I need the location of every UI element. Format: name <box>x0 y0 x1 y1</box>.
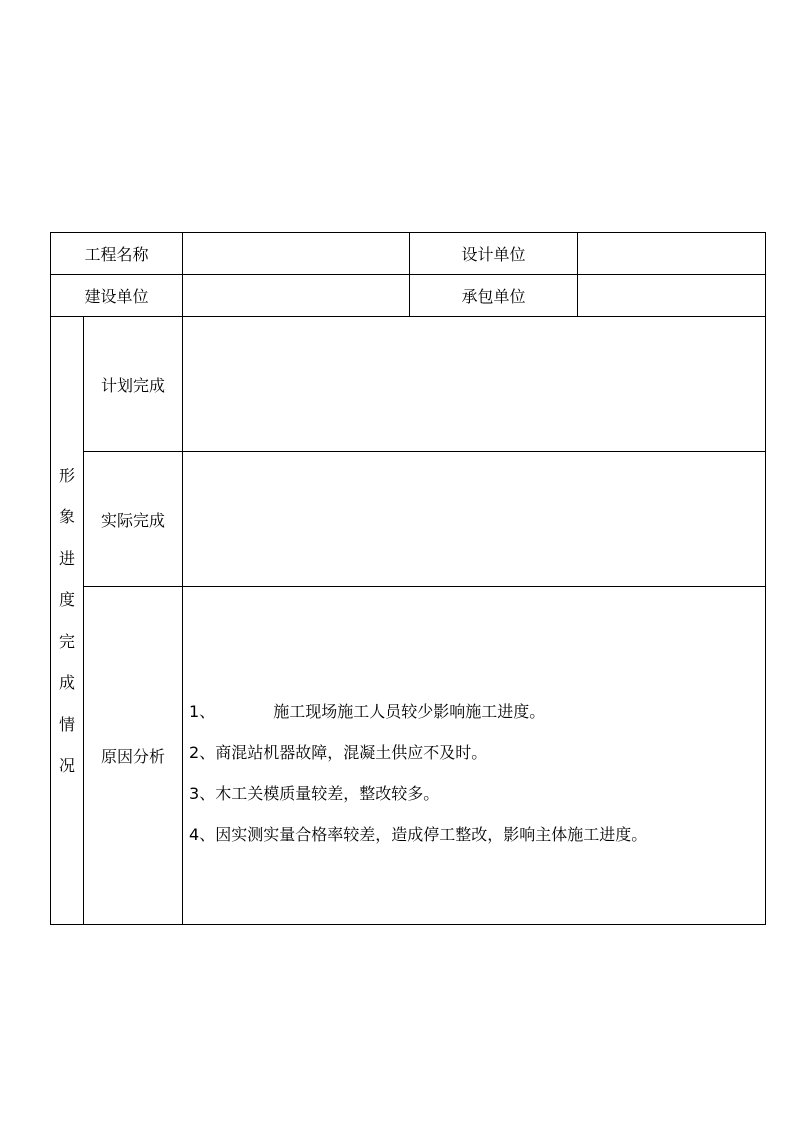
design-unit-label: 设计单位 <box>410 233 578 275</box>
section-label-char: 度 <box>58 590 75 609</box>
section-label-char: 形 <box>58 465 75 485</box>
actual-row <box>51 452 766 587</box>
reason-text: 商混站机器故障，混凝土供应不及时。 <box>215 743 488 762</box>
reason-number: 3、 <box>189 784 216 803</box>
reason-number: 1、 <box>189 702 216 721</box>
section-label-char: 进 <box>58 548 75 568</box>
plan-value[interactable] <box>183 317 766 452</box>
actual-value[interactable] <box>183 452 766 587</box>
contractor-label: 承包单位 <box>410 275 578 317</box>
construction-unit-label: 建设单位 <box>51 275 183 317</box>
section-label-char: 情 <box>58 714 75 734</box>
construction-unit-value[interactable] <box>183 275 410 317</box>
progress-report-table <box>50 232 766 925</box>
project-name-value[interactable] <box>183 233 410 275</box>
reason-number: 2、 <box>189 743 216 762</box>
reason-list[interactable] <box>183 587 766 925</box>
plan-row <box>51 317 766 452</box>
section-label-char: 象 <box>58 507 75 526</box>
plan-label: 计划完成 <box>84 317 183 452</box>
reason-text: 施工现场施工人员较少影响施工进度。 <box>273 702 546 721</box>
project-name-label: 工程名称 <box>51 233 183 275</box>
reason-number: 4、 <box>189 825 216 844</box>
reason-label: 原因分析 <box>84 587 183 925</box>
contractor-value[interactable] <box>578 275 766 317</box>
unit-row <box>51 275 766 317</box>
project-row <box>51 233 766 275</box>
section-label-char: 完 <box>58 631 75 651</box>
reason-item <box>189 820 765 861</box>
reason-item <box>189 738 765 779</box>
actual-label: 实际完成 <box>84 452 183 587</box>
reason-row <box>51 587 766 925</box>
progress-section-label <box>51 317 84 925</box>
reason-text: 木工关模质量较差，整改较多。 <box>215 784 440 803</box>
design-unit-value[interactable] <box>578 233 766 275</box>
reason-text: 因实测实量合格率较差，造成停工整改，影响主体施工进度。 <box>215 825 648 844</box>
section-label-char: 况 <box>58 756 75 775</box>
reason-item <box>189 779 765 820</box>
section-label-char: 成 <box>58 673 75 692</box>
reason-item <box>189 697 765 738</box>
